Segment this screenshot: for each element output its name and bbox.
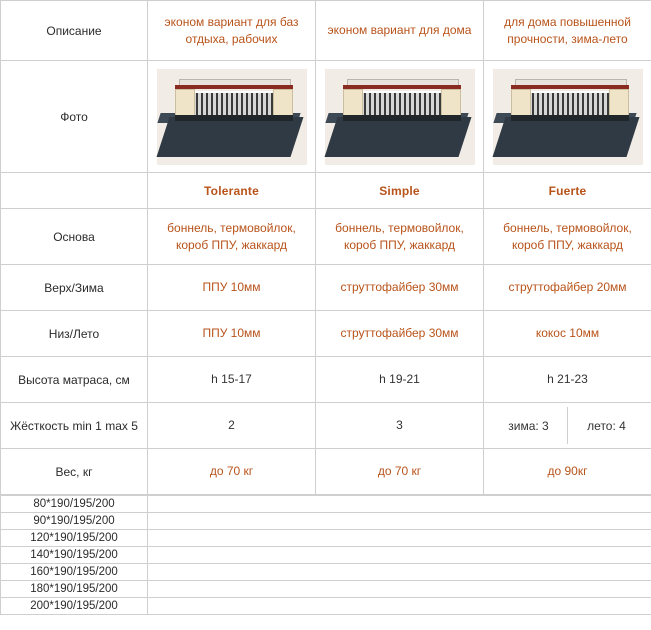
row-label-top: Верх/Зима xyxy=(1,265,148,311)
row-label-weight: Вес, кг xyxy=(1,449,148,495)
size-row xyxy=(1,547,651,564)
size-label-2: 120*190/195/200 xyxy=(1,530,148,547)
row-label-height: Высота матраса, см xyxy=(1,357,148,403)
size-spacer-5 xyxy=(148,581,651,598)
table-row-description xyxy=(1,1,651,61)
weight-simple: до 70 кг xyxy=(316,449,484,495)
table-row-product-name xyxy=(1,173,651,209)
firmness-simple: 3 xyxy=(316,403,484,449)
size-label-3: 140*190/195/200 xyxy=(1,547,148,564)
firmness-tolerante: 2 xyxy=(148,403,316,449)
table-row-photo xyxy=(1,61,651,173)
mattress-illustration-icon xyxy=(325,69,475,165)
size-spacer-6 xyxy=(148,598,651,615)
description-tolerante: эконом вариант для баз отдыха, рабочих xyxy=(148,1,316,61)
base-fuerte: боннель, термовойлок, короб ППУ, жаккард xyxy=(484,209,651,265)
size-spacer-1 xyxy=(148,513,651,530)
top-simple: струттофайбер 30мм xyxy=(316,265,484,311)
photo-tolerante xyxy=(148,61,316,173)
height-fuerte: h 21-23 xyxy=(484,357,651,403)
table-row-weight xyxy=(1,449,651,495)
row-label-firmness: Жёсткость min 1 max 5 xyxy=(1,403,148,449)
description-fuerte: для дома повышенной прочности, зима-лето xyxy=(484,1,651,61)
product-name-tolerante: Tolerante xyxy=(148,173,316,209)
height-simple: h 19-21 xyxy=(316,357,484,403)
table-row-base xyxy=(1,209,651,265)
size-label-0: 80*190/195/200 xyxy=(1,496,148,513)
bottom-fuerte: кокос 10мм xyxy=(484,311,651,357)
top-fuerte: струттофайбер 20мм xyxy=(484,265,651,311)
size-row xyxy=(1,581,651,598)
table-row-firmness xyxy=(1,403,651,449)
row-label-base: Основа xyxy=(1,209,148,265)
size-spacer-0 xyxy=(148,496,651,513)
photo-simple xyxy=(316,61,484,173)
size-spacer-4 xyxy=(148,564,651,581)
row-label-description: Описание xyxy=(1,1,148,61)
bottom-simple: струттофайбер 30мм xyxy=(316,311,484,357)
sizes-table xyxy=(0,495,651,615)
bottom-tolerante: ППУ 10мм xyxy=(148,311,316,357)
size-row xyxy=(1,564,651,581)
row-label-name xyxy=(1,173,148,209)
firmness-fuerte xyxy=(484,403,651,449)
row-label-bottom: Низ/Лето xyxy=(1,311,148,357)
product-name-simple: Simple xyxy=(316,173,484,209)
size-spacer-3 xyxy=(148,547,651,564)
table-row-top xyxy=(1,265,651,311)
size-label-4: 160*190/195/200 xyxy=(1,564,148,581)
size-row xyxy=(1,513,651,530)
height-tolerante: h 15-17 xyxy=(148,357,316,403)
size-spacer-2 xyxy=(148,530,651,547)
size-label-5: 180*190/195/200 xyxy=(1,581,148,598)
size-label-1: 90*190/195/200 xyxy=(1,513,148,530)
weight-tolerante: до 70 кг xyxy=(148,449,316,495)
base-simple: боннель, термовойлок, короб ППУ, жаккард xyxy=(316,209,484,265)
size-row xyxy=(1,530,651,547)
top-tolerante: ППУ 10мм xyxy=(148,265,316,311)
base-tolerante: боннель, термовойлок, короб ППУ, жаккард xyxy=(148,209,316,265)
product-name-fuerte: Fuerte xyxy=(484,173,651,209)
firmness-fuerte-summer: лето: 4 xyxy=(587,418,626,433)
description-simple: эконом вариант для дома xyxy=(316,1,484,61)
sizes-section xyxy=(0,495,651,615)
row-label-photo: Фото xyxy=(1,61,148,173)
table-row-height xyxy=(1,357,651,403)
mattress-illustration-icon xyxy=(493,69,643,165)
weight-fuerte: до 90кг xyxy=(484,449,651,495)
table-row-bottom xyxy=(1,311,651,357)
size-row xyxy=(1,496,651,513)
photo-fuerte xyxy=(484,61,651,173)
firmness-fuerte-winter: зима: 3 xyxy=(490,407,568,444)
size-row xyxy=(1,598,651,615)
size-label-6: 200*190/195/200 xyxy=(1,598,148,615)
mattress-illustration-icon xyxy=(157,69,307,165)
